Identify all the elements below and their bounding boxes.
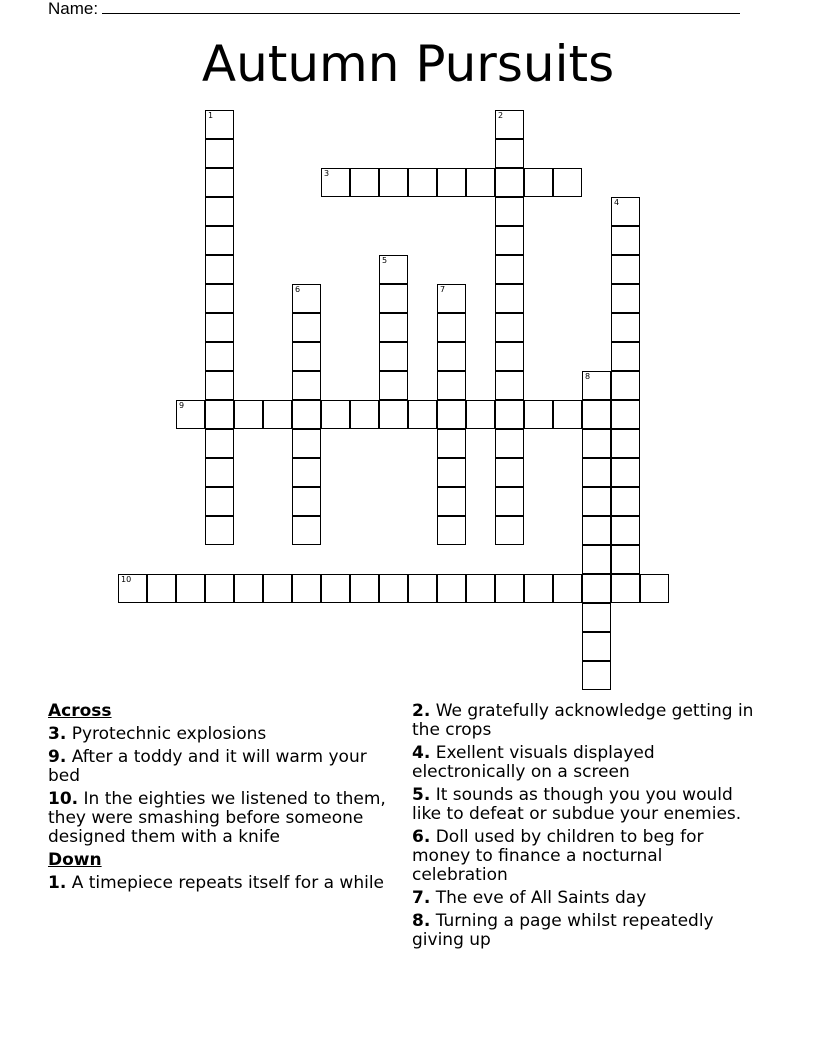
- grid-cell[interactable]: [292, 284, 321, 313]
- grid-cell[interactable]: [495, 313, 524, 342]
- clue-down-8: 8. Turning a page whilst repeatedly giving up: [412, 911, 714, 950]
- grid-cell[interactable]: [350, 574, 379, 603]
- grid-cell[interactable]: [466, 168, 495, 197]
- grid-cell[interactable]: [292, 371, 321, 400]
- grid-cell[interactable]: [292, 574, 321, 603]
- clue-across-10: 10. In the eighties we listened to them, they were smashing before someone designed them with a knife: [48, 789, 386, 847]
- grid-cell[interactable]: [205, 487, 234, 516]
- clue-down-6: 6. Doll used by children to beg for money to finance a nocturnal celebration: [412, 827, 704, 885]
- grid-cell[interactable]: [437, 487, 466, 516]
- grid-cell[interactable]: [582, 603, 611, 632]
- grid-cell[interactable]: [408, 574, 437, 603]
- grid-cell[interactable]: [437, 516, 466, 545]
- grid-cell[interactable]: [205, 371, 234, 400]
- grid-cell[interactable]: [379, 313, 408, 342]
- grid-cell[interactable]: [582, 487, 611, 516]
- grid-cell[interactable]: [350, 400, 379, 429]
- clue-down-2: 2. We gratefully acknowledge getting in the crops: [412, 701, 754, 740]
- grid-cell[interactable]: [495, 110, 524, 139]
- grid-cell[interactable]: [582, 458, 611, 487]
- across-heading: Across: [48, 701, 112, 721]
- grid-cell[interactable]: [205, 429, 234, 458]
- clues-column-right: [412, 702, 762, 954]
- grid-cell[interactable]: [205, 226, 234, 255]
- grid-cell[interactable]: [582, 400, 611, 429]
- grid-cell[interactable]: [495, 226, 524, 255]
- clue-across-9: 9. After a toddy and it will warm your bed: [48, 747, 367, 786]
- grid-cell[interactable]: [176, 574, 205, 603]
- grid-cell[interactable]: [292, 458, 321, 487]
- grid-cell[interactable]: [205, 516, 234, 545]
- grid-cell[interactable]: [495, 342, 524, 371]
- clue-number: 6: [295, 285, 301, 294]
- grid-cell[interactable]: [553, 400, 582, 429]
- grid-cell[interactable]: [321, 400, 350, 429]
- grid-cell[interactable]: [379, 574, 408, 603]
- grid-cell[interactable]: [379, 371, 408, 400]
- grid-cell[interactable]: [495, 487, 524, 516]
- grid-cell[interactable]: [379, 284, 408, 313]
- grid-cell[interactable]: [495, 458, 524, 487]
- grid-cell[interactable]: [611, 226, 640, 255]
- grid-cell[interactable]: [147, 574, 176, 603]
- grid-cell[interactable]: [292, 342, 321, 371]
- grid-cell[interactable]: [234, 574, 263, 603]
- clue-number: 3: [324, 169, 330, 178]
- grid-cell[interactable]: [263, 400, 292, 429]
- clue-number: 10: [121, 575, 132, 584]
- grid-cell[interactable]: [205, 284, 234, 313]
- clue-down-5: 5. It sounds as though you you would like to defeat or subdue your enemies.: [412, 785, 742, 824]
- grid-cell[interactable]: [205, 110, 234, 139]
- clue-number: 1: [208, 111, 214, 120]
- grid-cell[interactable]: [611, 371, 640, 400]
- grid-cell[interactable]: [582, 371, 611, 400]
- name-label: Name:: [48, 0, 99, 18]
- grid-cell[interactable]: [292, 429, 321, 458]
- grid-cell[interactable]: [611, 487, 640, 516]
- grid-cell[interactable]: [640, 574, 669, 603]
- grid-cell[interactable]: [379, 255, 408, 284]
- grid-cell[interactable]: [611, 284, 640, 313]
- grid-cell[interactable]: [292, 313, 321, 342]
- grid-cell[interactable]: [466, 400, 495, 429]
- grid-cell[interactable]: [234, 400, 263, 429]
- clue-number: 9: [179, 401, 185, 410]
- grid-cell[interactable]: [408, 400, 437, 429]
- grid-cell[interactable]: [611, 545, 640, 574]
- grid-cell[interactable]: [437, 284, 466, 313]
- grid-cell[interactable]: [582, 632, 611, 661]
- grid-cell[interactable]: [437, 574, 466, 603]
- grid-cell[interactable]: [611, 197, 640, 226]
- grid-cell[interactable]: [582, 661, 611, 690]
- grid-cell[interactable]: [379, 342, 408, 371]
- grid-cell[interactable]: [437, 168, 466, 197]
- grid-cell[interactable]: [524, 168, 553, 197]
- grid-cell[interactable]: [495, 255, 524, 284]
- clue-across-3: 3. Pyrotechnic explosions: [48, 724, 267, 744]
- grid-cell[interactable]: [495, 574, 524, 603]
- grid-cell[interactable]: [379, 168, 408, 197]
- clues-column-left: [48, 702, 398, 897]
- grid-cell[interactable]: [292, 400, 321, 429]
- grid-cell[interactable]: [495, 197, 524, 226]
- grid-cell[interactable]: [205, 313, 234, 342]
- grid-cell[interactable]: [408, 168, 437, 197]
- grid-cell[interactable]: [350, 168, 379, 197]
- grid-cell[interactable]: [263, 574, 292, 603]
- grid-cell[interactable]: [611, 429, 640, 458]
- grid-cell[interactable]: [205, 342, 234, 371]
- grid-cell[interactable]: [582, 516, 611, 545]
- grid-cell[interactable]: [611, 574, 640, 603]
- grid-cell[interactable]: [495, 284, 524, 313]
- grid-cell[interactable]: [524, 574, 553, 603]
- grid-cell[interactable]: [524, 400, 553, 429]
- puzzle-title: Autumn Pursuits: [201, 35, 615, 93]
- grid-cell[interactable]: [553, 168, 582, 197]
- grid-cell[interactable]: [495, 168, 524, 197]
- grid-cell[interactable]: [437, 371, 466, 400]
- grid-cell[interactable]: [437, 342, 466, 371]
- grid-cell[interactable]: [582, 429, 611, 458]
- grid-cell[interactable]: [205, 255, 234, 284]
- grid-cell[interactable]: [582, 545, 611, 574]
- grid-cell[interactable]: [437, 400, 466, 429]
- clue-number: 4: [614, 198, 620, 207]
- grid-cell[interactable]: [379, 400, 408, 429]
- clue-down-7: 7. The eve of All Saints day: [412, 888, 647, 908]
- grid-cell[interactable]: [205, 168, 234, 197]
- grid-cell[interactable]: [205, 458, 234, 487]
- grid-cell[interactable]: [205, 400, 234, 429]
- grid-cell[interactable]: [205, 197, 234, 226]
- grid-cell[interactable]: [292, 516, 321, 545]
- grid-cell[interactable]: [205, 574, 234, 603]
- clue-number: 2: [498, 111, 504, 120]
- grid-cell[interactable]: [292, 487, 321, 516]
- grid-cell[interactable]: [118, 574, 147, 603]
- grid-cell[interactable]: [321, 168, 350, 197]
- grid-cell[interactable]: [611, 255, 640, 284]
- grid-cell[interactable]: [495, 139, 524, 168]
- grid-cell[interactable]: [495, 400, 524, 429]
- grid-cell[interactable]: [437, 313, 466, 342]
- clue-number: 8: [585, 372, 591, 381]
- clue-number: 7: [440, 285, 446, 294]
- clue-down-4: 4. Exellent visuals displayed electronically on a screen: [412, 743, 655, 782]
- grid-cell[interactable]: [437, 429, 466, 458]
- grid-cell[interactable]: [466, 574, 495, 603]
- grid-cell[interactable]: [611, 400, 640, 429]
- grid-cell[interactable]: [437, 458, 466, 487]
- clue-number: 5: [382, 256, 388, 265]
- grid-cell[interactable]: [176, 400, 205, 429]
- grid-cell[interactable]: [611, 342, 640, 371]
- grid-cell[interactable]: [611, 516, 640, 545]
- grid-cell[interactable]: [205, 139, 234, 168]
- grid-cell[interactable]: [495, 429, 524, 458]
- grid-cell[interactable]: [611, 458, 640, 487]
- grid-cell[interactable]: [611, 313, 640, 342]
- grid-cell[interactable]: [495, 516, 524, 545]
- grid-cell[interactable]: [495, 371, 524, 400]
- clue-down-1: 1. A timepiece repeats itself for a while: [48, 873, 384, 893]
- grid-cell[interactable]: [321, 574, 350, 603]
- grid-cell[interactable]: [582, 574, 611, 603]
- grid-cell[interactable]: [553, 574, 582, 603]
- down-heading: Down: [48, 850, 102, 870]
